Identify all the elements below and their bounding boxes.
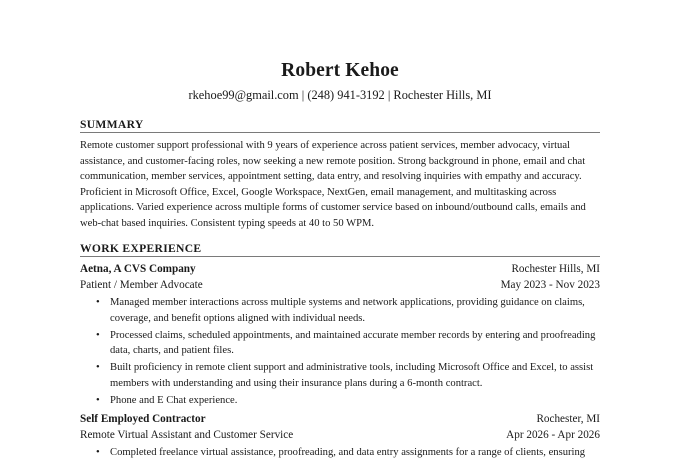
contact-line: rkehoe99@gmail.com | (248) 941-3192 | Rochester Hills, MI [188, 88, 492, 102]
bullet-icon: • [96, 297, 100, 308]
bullet-icon: • [96, 329, 100, 341]
job-dates: May 2023 - Nov 2023 [500, 279, 600, 291]
bullet-text: Managed member interactions across multiple systems and network applications, providing guidance on claims, coverage, and benefit options aligned with individual needs. [110, 297, 585, 324]
job-title: Remote Virtual Assistant and Customer Service [80, 429, 294, 441]
bullet-text: Phone and E Chat experience. [110, 395, 238, 407]
candidate-name: Robert Kehoe [281, 60, 399, 81]
job-bullets [80, 295, 612, 410]
list-item [80, 360, 612, 391]
summary-heading: SUMMARY [80, 118, 600, 133]
summary-text: Remote customer support professional with 9 years of experience across patient services, member advocacy, virtual assistance, and customer-facing roles, now seeking a new remote position. Strong background in phone, email and chat communication, member services, appointment setting, data entry, and resolving inquiries with empathy and accuracy. Proficient in Microsoft Office, Excel, Google Workspace, NextGen, email management, and multitasking across applications. Varied experience across multiple forms of customer service based on inbound/outbound calls, emails and web-chat based inquiries. Consistent typing speeds at 40 to 50 WPM. [80, 140, 586, 229]
bullet-icon: • [96, 362, 100, 374]
list-item [80, 328, 612, 359]
job-bullets [80, 445, 612, 462]
job-header [80, 263, 600, 275]
job-title: Patient / Member Advocate [80, 279, 203, 291]
list-item [80, 295, 612, 326]
bullet-text: Completed freelance virtual assistance, proofreading, and data entry assignments for a range of clients, ensuring [110, 447, 586, 458]
job-location: Rochester, MI [536, 413, 600, 425]
bullet-text: Processed claims, scheduled appointments, and maintained accurate member records by entering and proofreading data, charts, and patient files. [110, 329, 596, 357]
experience-heading: WORK EXPERIENCE [80, 242, 600, 257]
job-header [80, 413, 600, 425]
job-company: Self Employed Contractor [80, 413, 206, 425]
list-item [80, 445, 612, 461]
bullet-icon: • [96, 447, 100, 458]
job-subheader [80, 279, 600, 291]
list-item [80, 393, 612, 409]
bullet-icon: • [96, 395, 100, 407]
job-location: Rochester Hills, MI [511, 263, 600, 275]
job-dates: Apr 2026 - Apr 2026 [506, 429, 600, 441]
bullet-text: Built proficiency in remote client support and administrative tools, including Microsoft Office and Excel, to assist members with understanding and using their insurance plans during a 6-month contract. [110, 362, 594, 389]
job-company: Aetna, A CVS Company [80, 263, 196, 275]
job-subheader [80, 429, 600, 441]
